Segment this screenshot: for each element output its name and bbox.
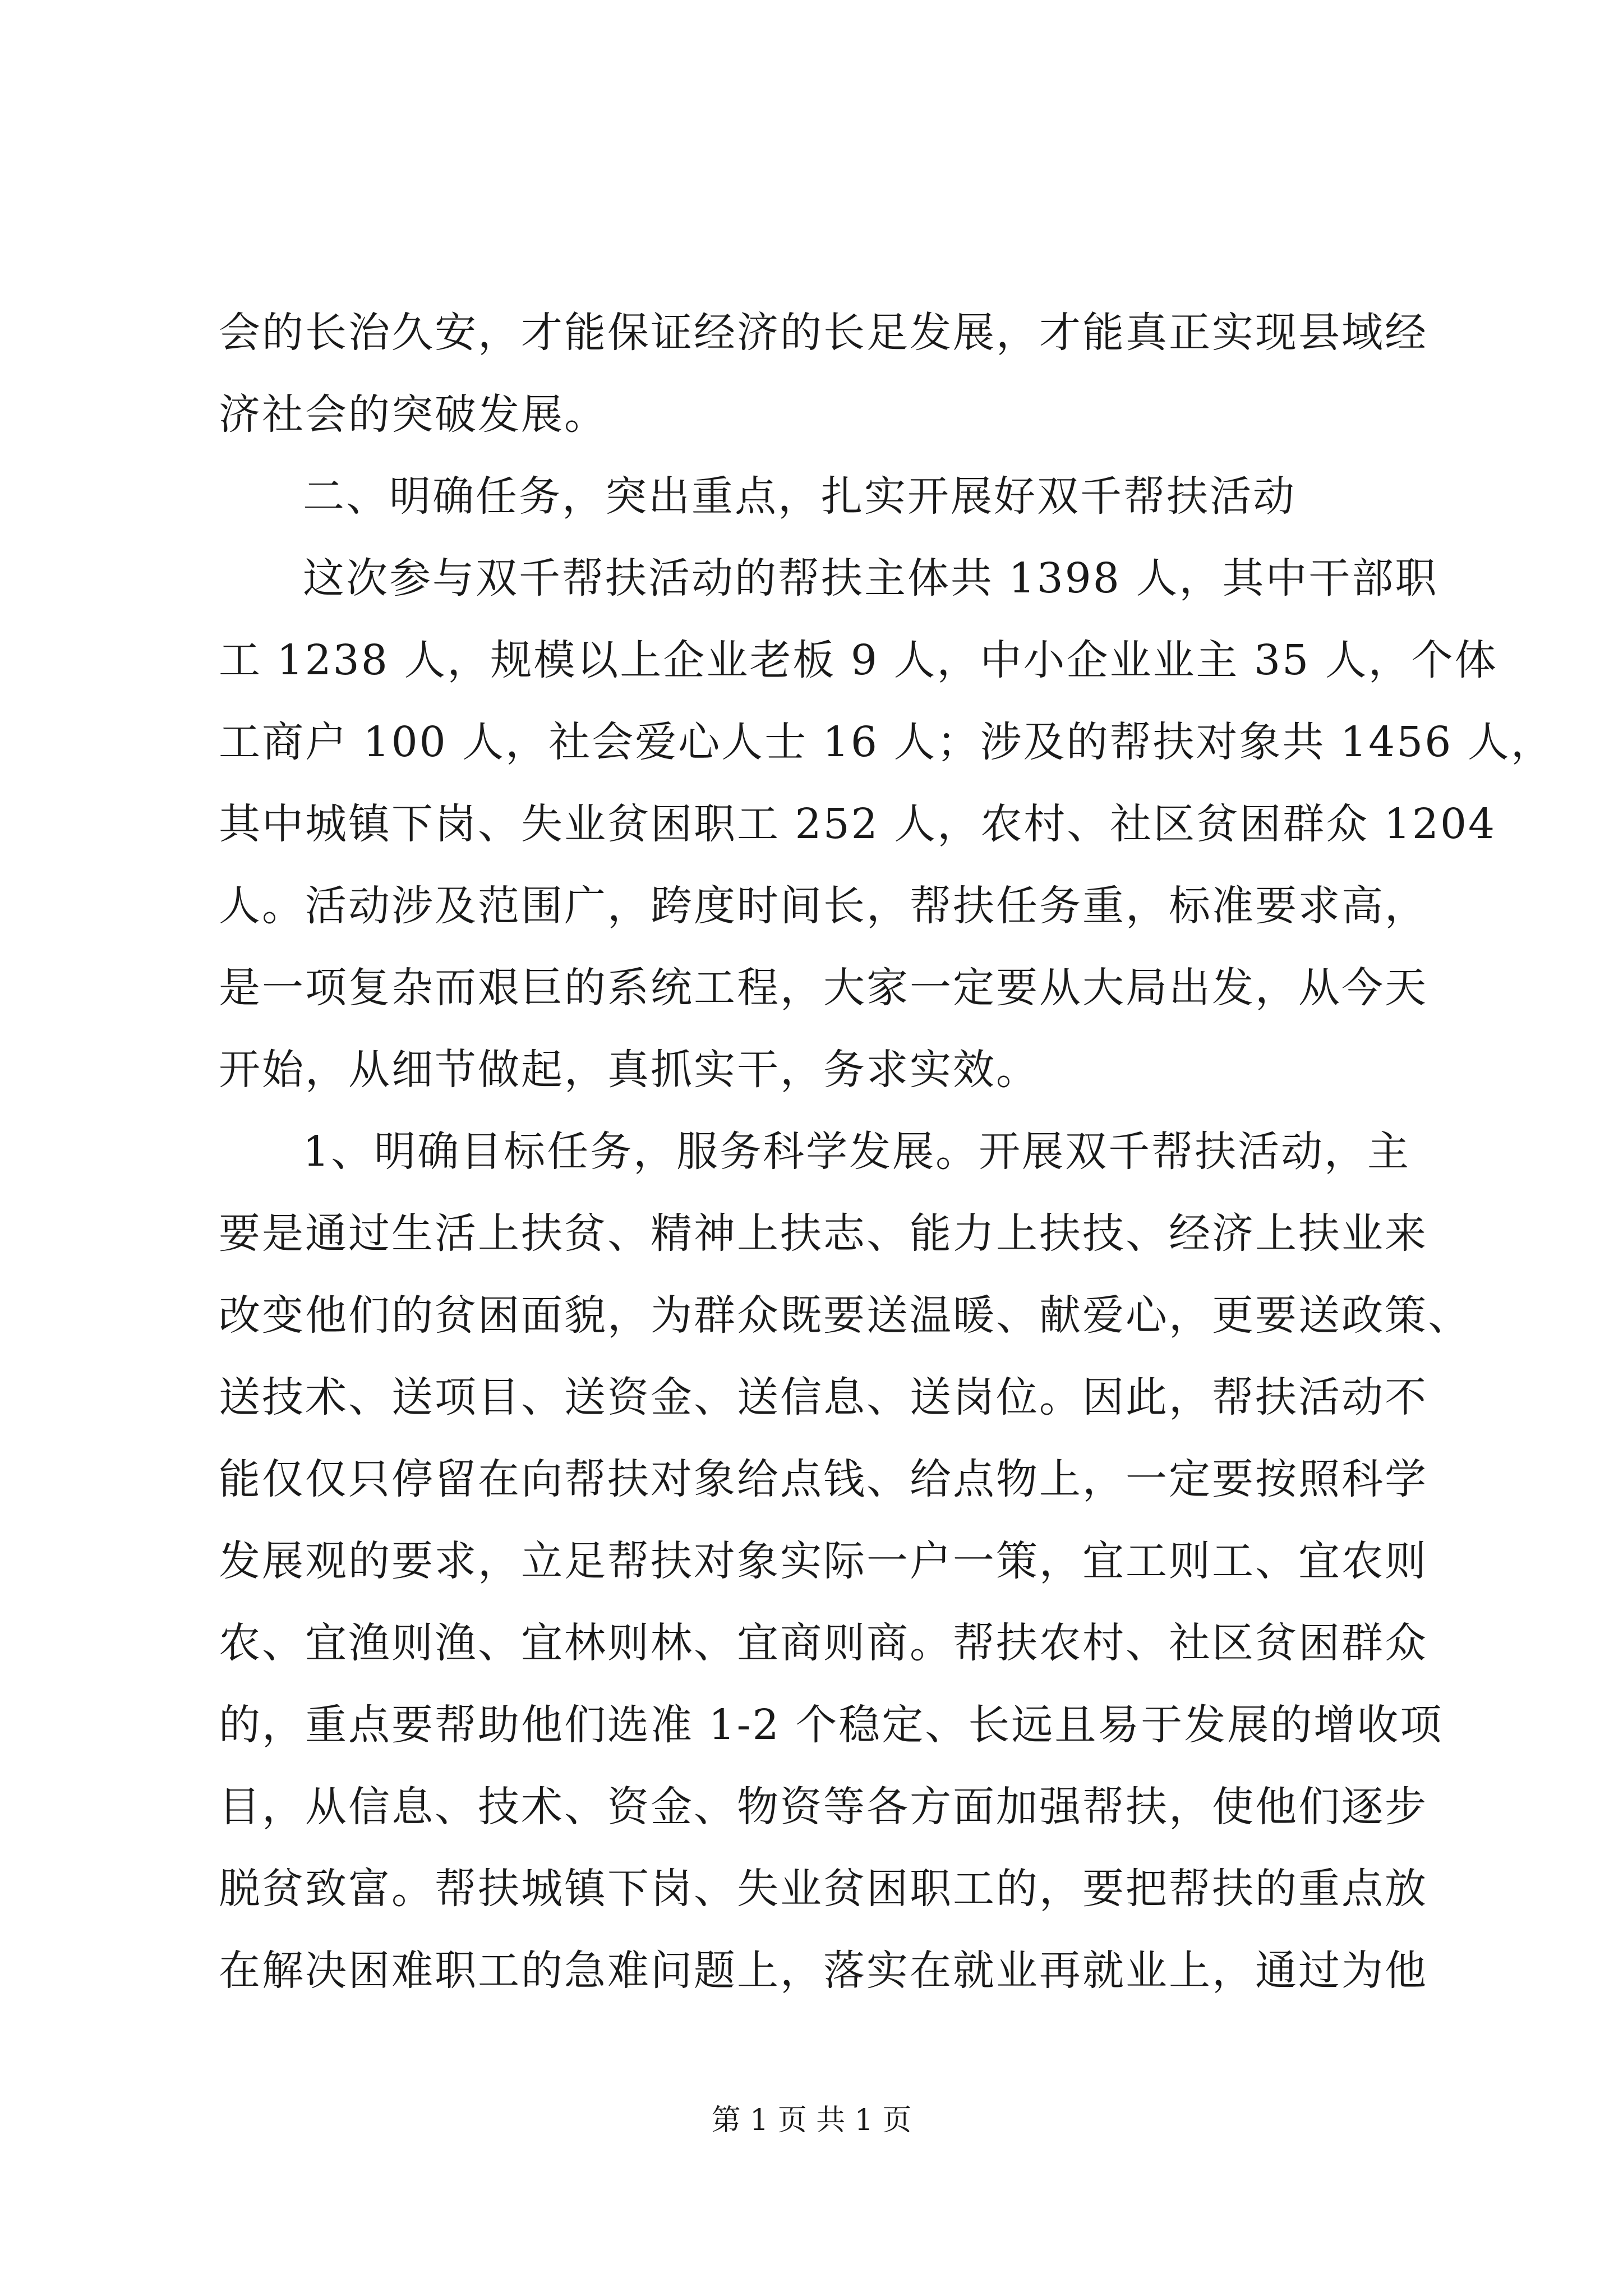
text-line: 脱贫致富。帮扶城镇下岗、失业贫困职工的，要把帮扶的重点放 [219,1865,1428,1913]
text-line: 农、宜渔则渔、宜林则林、宜商则商。帮扶农村、社区贫困群众 [219,1619,1428,1667]
document-body [219,292,1554,2012]
text-line: 在解决困难职工的急难问题上，落实在就业再就业上，通过为他 [219,1947,1428,1995]
text-line: 目，从信息、技术、资金、物资等各方面加强帮扶，使他们逐步 [219,1783,1428,1831]
text-line: 是一项复杂而艰巨的系统工程，大家一定要从大局出发，从今天 [219,964,1428,1012]
text-line: 工商户 100 人，社会爱心人士 16 人；涉及的帮扶对象共 1456 人， [219,718,1554,766]
text-line: 1、明确目标任务，服务科学发展。开展双千帮扶活动，主 [303,1128,1411,1176]
text-line: 改变他们的贫困面貌，为群众既要送温暖、献爱心，更要送政策、 [219,1291,1471,1340]
text-line: 会的长治久安，才能保证经济的长足发展，才能真正实现县域经 [219,309,1428,357]
text-line: 这次参与双千帮扶活动的帮扶主体共 1398 人，其中干部职 [303,554,1438,602]
text-line: 工 1238 人，规模以上企业老板 9 人，中小企业业主 35 人，个体 [219,636,1498,684]
text-line: 要是通过生活上扶贫、精神上扶志、能力上扶技、经济上扶业来 [219,1209,1428,1258]
text-line: 的，重点要帮助他们选准 1-2 个稳定、长远且易于发展的增收项 [219,1701,1444,1749]
page-footer: 第 1 页 共 1 页 [711,2104,912,2137]
text-line: 其中城镇下岗、失业贫困职工 252 人，农村、社区贫困群众 1204 [219,800,1497,848]
text-line: 能仅仅只停留在向帮扶对象给点钱、给点物上，一定要按照科学 [219,1455,1428,1503]
text-line: 人。活动涉及范围广，跨度时间长，帮扶任务重，标准要求高， [219,882,1428,930]
text-line: 开始，从细节做起，真抓实干，务求实效。 [219,1046,1039,1094]
text-line: 发展观的要求，立足帮扶对象实际一户一策，宜工则工、宜农则 [219,1537,1428,1585]
section-heading: 二、明确任务，突出重点，扎实开展好双千帮扶活动 [303,472,1296,521]
text-line: 送技术、送项目、送资金、送信息、送岗位。因此，帮扶活动不 [219,1373,1428,1421]
text-line: 济社会的突破发展。 [219,390,607,439]
